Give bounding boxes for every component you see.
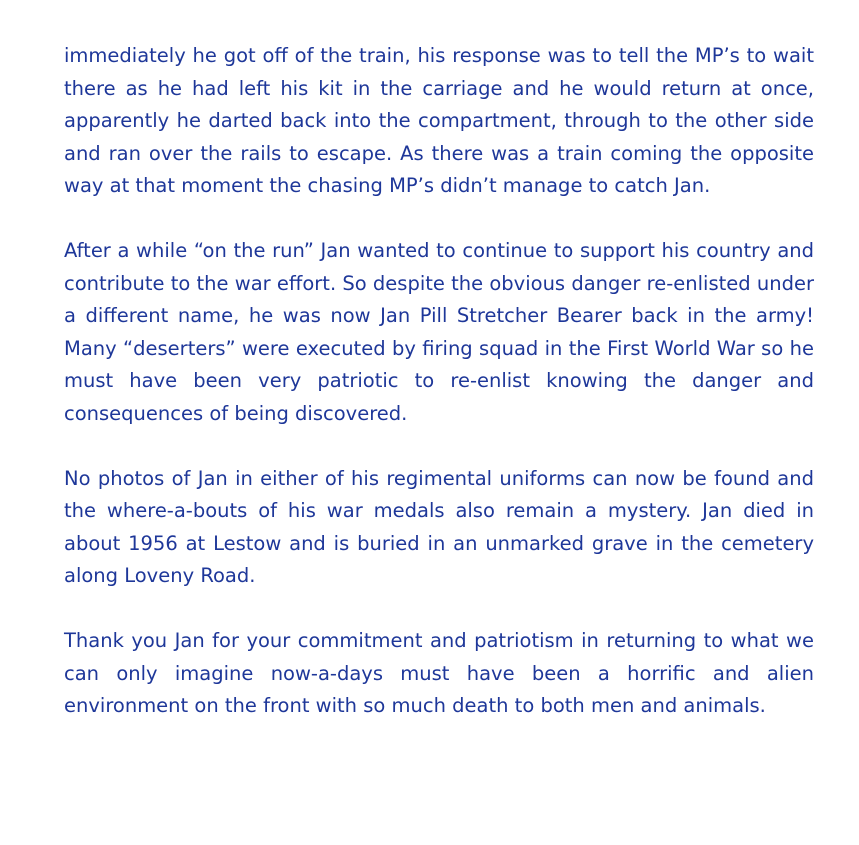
paragraph-legacy: No photos of Jan in either of his regimental uniforms can now be found and the where-a-bouts of his war medals also remain a mystery. Jan died in about 1956 at Lestow and is buried in an unmarked grave in the cemetery along Loveny Road. bbox=[64, 466, 814, 587]
paragraph-thanks: Thank you Jan for your commitment and patriotism in returning to what we can only imagine now-a-days must have been a horrific and alien environment on the front with so much death to both men and animals. bbox=[64, 629, 814, 717]
paragraph-re-enlist: After a while “on the run” Jan wanted to continue to support his country and contribute to the war effort. So despite the obvious danger re-enlisted under a different name, he was now Jan Pill Stretcher Bearer back in the army! Many “deserters” were executed by firing squad in the First World War so he must have been very patriotic to re-enlist knowing the danger and consequences of being discovered. bbox=[64, 239, 814, 425]
paragraph-escape: immediately he got off of the train, his response was to tell the MP’s to wait there as he had left his kit in the carriage and he would return at once, apparently he darted back into the compartment, through to the other side and ran over the rails to escape. As there was a train coming the opposite way at that moment the chasing MP’s didn’t manage to catch Jan. bbox=[64, 44, 814, 197]
document-body bbox=[64, 40, 814, 723]
